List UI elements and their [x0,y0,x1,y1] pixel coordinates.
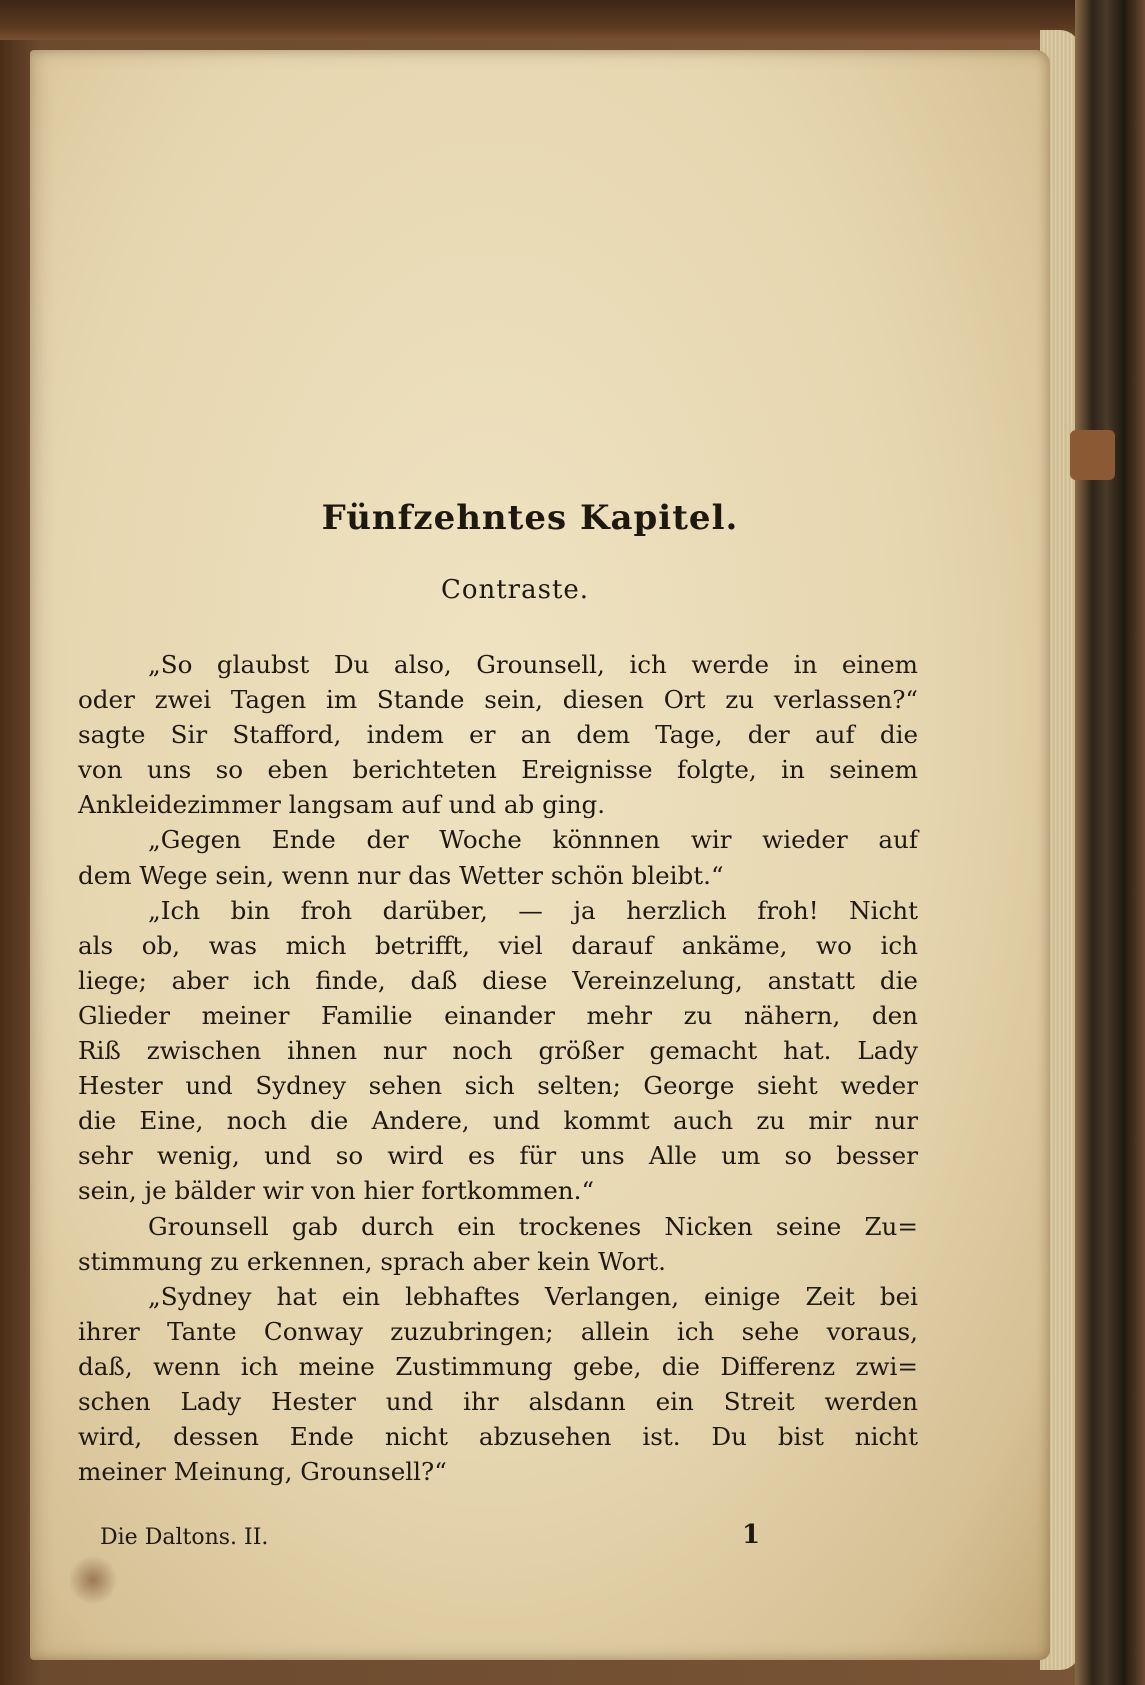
text-line: daß, wenn ich meine Zustimmung gebe, die Differenz zwi= [78,1351,918,1381]
chapter-subtitle: Contraste. [440,575,590,605]
text-line: „Gegen Ende der Woche könnnen wir wieder auf [148,825,918,855]
text-line: sein, je bälder wir von hier fortkommen.“ [78,1176,595,1206]
text-line: sagte Sir Stafford, indem er an dem Tage, der auf die [78,720,918,750]
text-line: Riß zwischen ihnen nur noch größer gemacht hat. Lady [78,1036,918,1066]
text-line: „Sydney hat ein lebhaftes Verlangen, einige Zeit bei [148,1281,918,1311]
leather-clasp [1070,430,1115,480]
text-line: als ob, was mich betrifft, viel darauf ankäme, wo ich [78,930,918,960]
text-line: Ankleidezimmer langsam auf und ab ging. [78,790,606,820]
text-line: meiner Meinung, Grounsell?“ [78,1457,447,1487]
text-line: schen Lady Hester und ihr alsdann ein Streit werden [78,1386,918,1416]
text-line: ihrer Tante Conway zuzubringen; allein ich sehe voraus, [78,1316,918,1346]
book-spine-right [1075,0,1145,1685]
text-line: Glieder meiner Familie einander mehr zu nähern, den [78,1000,918,1030]
text-line: von uns so eben berichteten Ereignisse folgte, in seinem [78,755,918,785]
text-line: liege; aber ich finde, daß diese Vereinzelung, anstatt die [78,965,918,995]
page-stain [68,1555,118,1605]
body-text [78,647,918,1489]
text-line: oder zwei Tagen im Stande sein, diesen Ort zu verlassen?“ [78,685,918,715]
text-line: Hester und Sydney sehen sich selten; George sieht weder [78,1071,918,1101]
text-line: stimmung zu erkennen, sprach aber kein Wort. [78,1246,666,1276]
book-page [30,50,1050,1660]
text-line: Grounsell gab durch ein trockenes Nicken seine Zu= [148,1211,918,1241]
printer-signature: Die Daltons. II. [100,1525,269,1550]
text-line: „So glaubst Du also, Grounsell, ich werde in einem [148,650,918,679]
text-line: sehr wenig, und so wird es für uns Alle um so besser [78,1141,918,1171]
text-line: dem Wege sein, wenn nur das Wetter schön bleibt.“ [78,860,724,890]
text-line: wird, dessen Ende nicht abzusehen ist. Du bist nicht [78,1422,918,1452]
sheet-number: 1 [742,1520,761,1550]
book-cover-top-edge [0,0,1145,40]
text-line: die Eine, noch die Andere, und kommt auch zu mir nur [78,1106,918,1136]
chapter-title: Fünfzehntes Kapitel. [321,498,739,538]
text-line: „Ich bin froh darüber, — ja herzlich froh! Nicht [148,895,918,925]
